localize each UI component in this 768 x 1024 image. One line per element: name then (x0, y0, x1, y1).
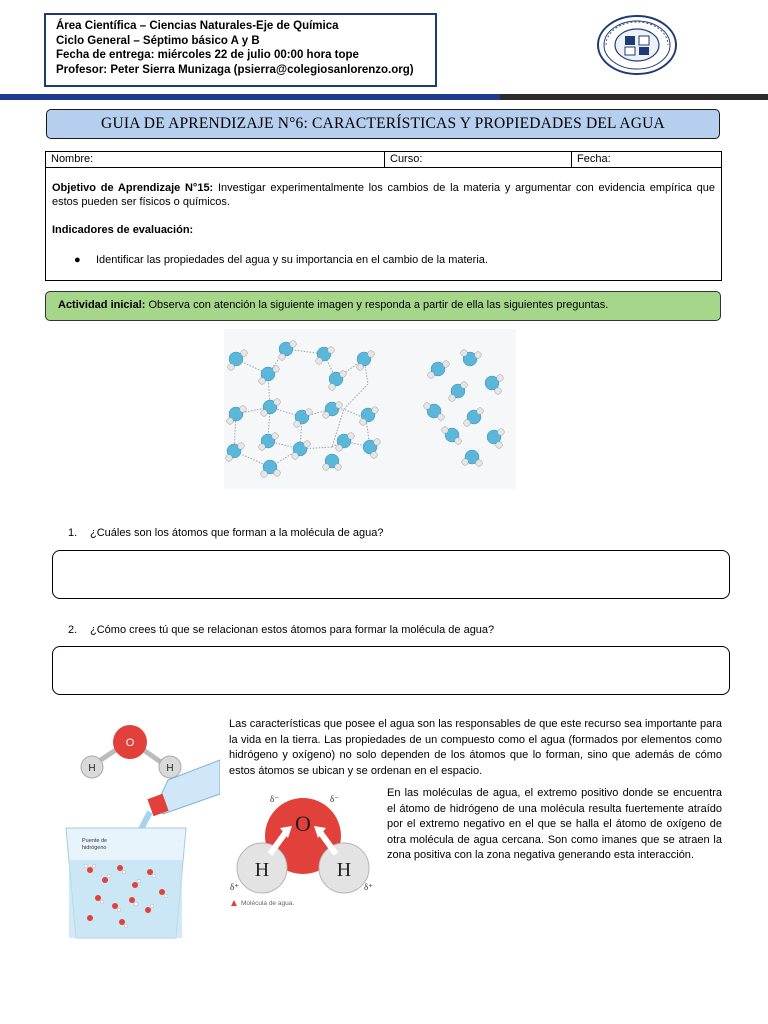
name-label: Nombre: (51, 153, 94, 165)
header-teacher: Profesor: Peter Sierra Munizaga (psierra@colegiosanlorenzo.org) (56, 63, 414, 76)
indicator-item (74, 254, 488, 266)
liquid-molecules (424, 350, 505, 467)
answer-box-1[interactable] (52, 550, 730, 599)
delta-negative-right: δ⁻ (330, 794, 339, 804)
oxygen-label: O (295, 811, 311, 836)
header-rule-blue (0, 94, 500, 100)
question-text: ¿Cómo crees tú que se relacionan estos átomos para formar la molécula de agua? (90, 624, 495, 636)
water-molecules-diagram (224, 329, 516, 489)
bridge-label-line2: hidrógeno (82, 845, 107, 851)
question-2 (68, 624, 494, 636)
indicators-heading: Indicadores de evaluación: (52, 224, 194, 236)
hydrogen-label-right: H (336, 859, 352, 881)
initial-activity-bar (45, 291, 721, 321)
objective-text: Investigar experimentalmente los cambios de la materia y argumentar con evidencia empírica que estos pueden ser físicos o químicos. (52, 182, 715, 208)
figure-caption: Molécula de agua. (241, 900, 295, 907)
question-1 (68, 527, 384, 539)
header-info-box (44, 13, 437, 87)
header-rule-dark (500, 94, 768, 100)
bridge-label-line1: Puente de (82, 838, 108, 844)
course-field[interactable] (385, 152, 572, 167)
activity-label: Actividad inicial: (58, 299, 146, 311)
ice-molecules (226, 341, 381, 478)
water-glass-illustration (60, 720, 220, 945)
simple-water-molecule (81, 725, 181, 778)
delta-positive-right: δ⁺ (364, 882, 373, 892)
objective-label: Objetivo de Aprendizaje N°15: (52, 182, 214, 194)
name-field[interactable] (46, 152, 385, 167)
polar-water-molecule-illustration (228, 788, 378, 918)
bullet-icon: ● (74, 254, 81, 266)
water-characteristics-paragraph: Las características que posee el agua son las responsables de que este recurso sea importante para la vida en la tierra. Las propiedades de un compuesto como el agua (formados por elementos como hidrógeno y oxígeno) no solo dependen de los átomos que lo forman, sino que además de cómo estos átomos se ubican y se ordenan en el espacio. (229, 718, 722, 777)
question-number: 1. (68, 527, 78, 539)
date-label: Fecha: (577, 153, 611, 165)
delta-positive-left: δ⁺ (230, 882, 239, 892)
water-glass (66, 828, 186, 938)
header-cycle: Ciclo General – Séptimo básico A y B (56, 34, 260, 47)
hydrogen-label-left: H (88, 763, 96, 774)
activity-text: Observa con atención la siguiente imagen y responda a partir de ella las siguientes preguntas. (145, 299, 609, 311)
answer-box-2[interactable] (52, 646, 730, 695)
delta-negative-left: δ⁻ (270, 794, 279, 804)
indicator-text: Identificar las propiedades del agua y su importancia en el cambio de la materia. (96, 254, 488, 266)
hydrogen-bond-paragraph: En las moléculas de agua, el extremo positivo donde se encuentra el átomo de hidrógeno de una molécula resulta fuertemente atraído por el extremo negativo en el que se halla el átomo de oxígeno de otra molécula de agua cercana. Son como imanes que se atraen la zona positiva con la zona negativa generando esta interacción. (387, 787, 722, 862)
hydrogen-label-left: H (254, 859, 270, 881)
question-number: 2. (68, 624, 78, 636)
header-due-date: Fecha de entrega: miércoles 22 de julio 00:00 hora tope (56, 49, 359, 61)
school-logo (596, 14, 678, 76)
student-info-table (45, 151, 722, 281)
guide-title: GUIA DE APRENDIZAJE N°6: CARACTERÍSTICAS Y PROPIEDADES DEL AGUA (46, 109, 720, 139)
date-field[interactable] (572, 152, 722, 167)
hydrogen-label-right: H (166, 763, 174, 774)
learning-objective (52, 181, 715, 209)
student-info-row (46, 152, 721, 168)
caption-triangle-icon (231, 900, 237, 906)
course-label: Curso: (390, 153, 423, 165)
header-area: Área Científica – Ciencias Naturales-Eje de Química (56, 20, 339, 32)
question-text: ¿Cuáles son los átomos que forman a la molécula de agua? (90, 527, 384, 539)
oxygen-label: O (125, 737, 135, 749)
